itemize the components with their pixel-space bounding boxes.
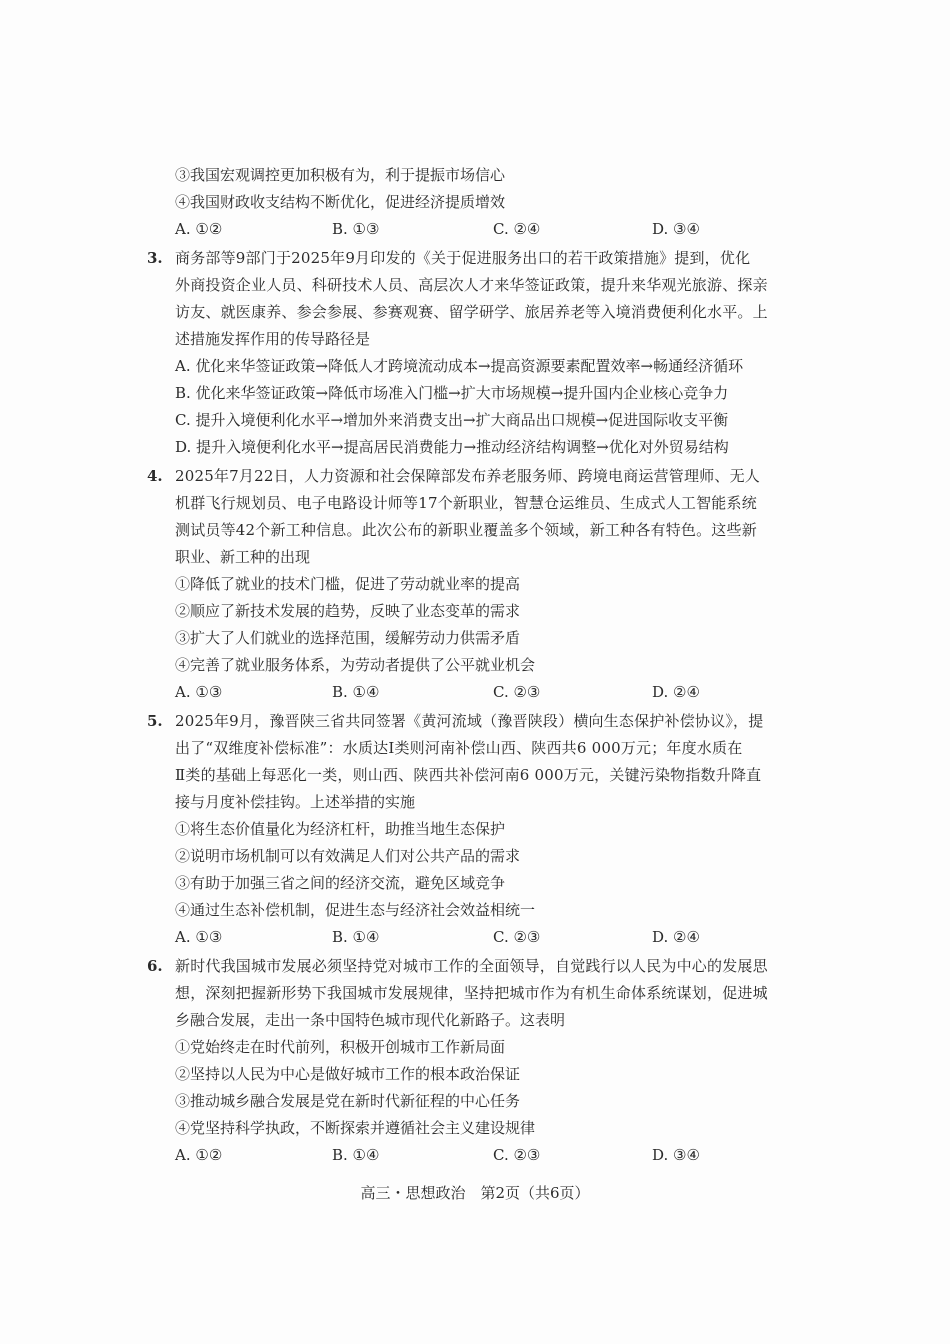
q6-number: 6. [147,957,163,975]
q6-option-c: C. ②③ [493,1146,541,1164]
q5-number: 5. [147,712,163,730]
q4-item-1: ①降低了就业的技术门槛，促进了劳动就业率的提高 [175,575,521,593]
q4-stem-line: 职业、新工种的出现 [175,548,311,566]
q3-stem-line: 述措施发挥作用的传导路径是 [175,330,371,348]
q3-option-a: A. 优化来华签证政策→降低人才跨境流动成本→提高资源要素配置效率→畅通经济循环 [175,357,744,375]
q5-stem-line: 2025年9月，豫晋陕三省共同签署《黄河流域（豫晋陕段）横向生态保护补偿协议》，提 [175,712,764,730]
q6-item-3: ③推动城乡融合发展是党在新时代新征程的中心任务 [175,1092,521,1110]
q4-option-a: A. ①③ [175,683,223,701]
q4-stem-line: 机群飞行规划员、电子电路设计师等17个新职业，智慧仓运维员、生成式人工智能系统 [175,494,757,512]
q4-item-3: ③扩大了人们就业的选择范围，缓解劳动力供需矛盾 [175,629,521,647]
q6-item-2: ②坚持以人民为中心是做好城市工作的根本政治保证 [175,1065,521,1083]
q6-option-b: B. ①④ [332,1146,380,1164]
q5-option-b: B. ①④ [332,928,380,946]
q4-stem-line: 2025年7月22日，人力资源和社会保障部发布养老服务师、跨境电商运营管理师、无人 [175,467,761,485]
q5-item-3: ③有助于加强三省之间的经济交流，避免区域竞争 [175,874,506,892]
q2-item-4: ④我国财政收支结构不断优化，促进经济提质增效 [175,193,506,211]
q4-option-c: C. ②③ [493,683,541,701]
q4-stem-line: 测试员等42个新工种信息。此次公布的新职业覆盖多个领域，新工种各有特色。这些新 [175,521,757,539]
q6-item-4: ④党坚持科学执政，不断探索并遵循社会主义建设规律 [175,1119,536,1137]
q2-option-c: C. ②④ [493,220,541,238]
q2-option-b: B. ①③ [332,220,380,238]
q2-item-3: ③我国宏观调控更加积极有为，利于提振市场信心 [175,166,506,184]
q4-option-d: D. ②④ [652,683,700,701]
q3-stem-line: 访友、就医康养、参会参展、参赛观赛、留学研学、旅居养老等入境消费便利化水平。上 [175,303,768,321]
q2-option-d: D. ③④ [652,220,700,238]
q5-option-a: A. ①③ [175,928,223,946]
q5-item-1: ①将生态价值量化为经济杠杆，助推当地生态保护 [175,820,506,838]
q6-option-a: A. ①② [175,1146,223,1164]
q6-stem-line: 想，深刻把握新形势下我国城市发展规律，坚持把城市作为有机生命体系统谋划，促进城 [175,984,768,1002]
page-footer: 高三・思想政治 第2页（共6页） [360,1184,590,1202]
q3-stem-line: 外商投资企业人员、科研技术人员、高层次人才来华签证政策，提升来华观光旅游、探亲 [175,276,768,294]
q4-item-2: ②顺应了新技术发展的趋势，反映了业态变革的需求 [175,602,521,620]
q5-stem-line: 出了“双维度补偿标准”：水质达Ⅰ类则河南补偿山西、陕西共6 000万元；年度水质在 [175,739,743,757]
q2-option-a: A. ①② [175,220,223,238]
q3-option-c: C. 提升入境便利化水平→增加外来消费支出→扩大商品出口规模→促进国际收支平衡 [175,411,729,429]
q3-option-b: B. 优化来华签证政策→降低市场准入门槛→扩大市场规模→提升国内企业核心竞争力 [175,384,729,402]
q6-stem-line: 新时代我国城市发展必须坚持党对城市工作的全面领导，自觉践行以人民为中心的发展思 [175,957,768,975]
q3-option-d: D. 提升入境便利化水平→提高居民消费能力→推动经济结构调整→优化对外贸易结构 [175,438,729,456]
q3-number: 3. [147,249,163,267]
q6-stem-line: 乡融合发展，走出一条中国特色城市现代化新路子。这表明 [175,1011,566,1029]
q3-stem-line: 商务部等9部门于2025年9月印发的《关于促进服务出口的若干政策措施》提到，优化 [175,249,751,267]
q5-stem-line: 接与月度补偿挂钩。上述举措的实施 [175,793,416,811]
q6-option-d: D. ③④ [652,1146,700,1164]
q5-item-4: ④通过生态补偿机制，促进生态与经济社会效益相统一 [175,901,536,919]
q5-item-2: ②说明市场机制可以有效满足人们对公共产品的需求 [175,847,521,865]
q4-number: 4. [147,467,163,485]
q4-item-4: ④完善了就业服务体系，为劳动者提供了公平就业机会 [175,656,536,674]
q5-option-c: C. ②③ [493,928,541,946]
q5-stem-line: Ⅱ类的基础上每恶化一类，则山西、陕西共补偿河南6 000万元，关键污染物指数升降直 [175,766,762,784]
q5-option-d: D. ②④ [652,928,700,946]
q4-option-b: B. ①④ [332,683,380,701]
q6-item-1: ①党始终走在时代前列，积极开创城市工作新局面 [175,1038,506,1056]
